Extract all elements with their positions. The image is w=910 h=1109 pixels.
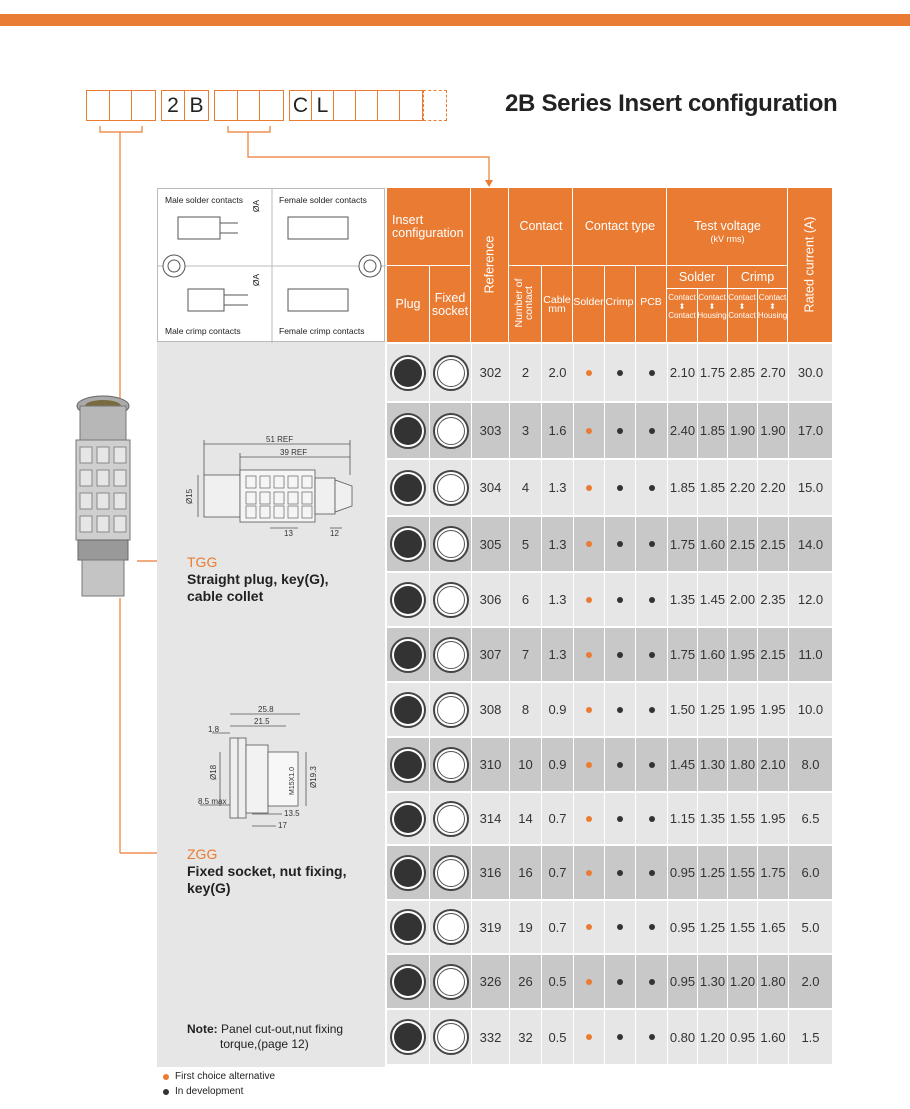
cell-cable: 1.3: [541, 517, 573, 571]
cell-v3: 1.55: [727, 846, 757, 899]
cell-v4: 1.75: [757, 846, 788, 899]
cell-v2: 1.25: [697, 683, 727, 736]
solder-dot-icon: [573, 517, 604, 571]
tgg-dim-51: 51 REF: [266, 435, 294, 444]
zgg-dim-d18: Ø18: [209, 764, 218, 780]
pcb-dot-icon: [635, 628, 667, 681]
cell-v3: 1.95: [727, 628, 757, 681]
cell-n: 10: [509, 738, 541, 791]
cell-v4: 1.80: [757, 955, 788, 1008]
note-text-1: Panel cut-out,nut fixing: [221, 1022, 344, 1036]
solder-dot-icon: [573, 683, 604, 736]
zgg-dim-thread: M15X1.0: [289, 766, 296, 795]
table-row: [387, 901, 832, 953]
socket-face-icon: [429, 628, 471, 681]
crimp-dot-icon: [604, 738, 635, 791]
cell-current: 17.0: [788, 403, 832, 458]
pcb-dot-icon: [635, 573, 667, 626]
cell-v2: 1.60: [697, 517, 727, 571]
cell-n: 26: [509, 955, 541, 1008]
cell-current: 6.0: [788, 846, 832, 899]
cell-n: 3: [509, 403, 541, 458]
table-row: [387, 628, 832, 681]
plug-face-icon: [387, 573, 429, 626]
socket-face-icon: [429, 955, 471, 1008]
part-number-box-4: C L: [289, 90, 423, 121]
cell-v1: 1.45: [667, 738, 697, 791]
tgg-desc-2: cable collet: [187, 588, 264, 604]
pcb-dot-icon: [635, 1010, 667, 1064]
pcb-dot-icon: [635, 901, 667, 953]
socket-face-icon: [429, 846, 471, 899]
zgg-code: ZGG: [187, 846, 218, 862]
crimp-dot-icon: [604, 793, 635, 844]
socket-face-icon: [429, 517, 471, 571]
pcb-dot-icon: [635, 517, 667, 571]
cell-v1: 0.95: [667, 901, 697, 953]
crimp-dot-icon: [604, 901, 635, 953]
header-test-voltage: Test voltage (kV rms) Solder Crimp Contact ⬍ Contact Contact ⬍ Housing Contact ⬍ Contact Contact ⬍ Housing: [667, 188, 788, 342]
plug-face-icon: [387, 1010, 429, 1064]
cell-current: 6.5: [788, 793, 832, 844]
solder-dot-icon: [573, 955, 604, 1008]
header-insert-config: Insert configuration Plug Fixed socket: [387, 188, 471, 342]
socket-face-icon: [429, 344, 471, 401]
table-row: [387, 1010, 832, 1064]
cell-n: 19: [509, 901, 541, 953]
plug-face-icon: [387, 846, 429, 899]
cell-v1: 1.50: [667, 683, 697, 736]
plug-face-icon: [387, 793, 429, 844]
cell-n: 14: [509, 793, 541, 844]
crimp-dot-icon: [604, 628, 635, 681]
cell-n: 2: [509, 344, 541, 401]
cell-v2: 1.60: [697, 628, 727, 681]
plug-face-icon: [387, 344, 429, 401]
table-row: [387, 683, 832, 736]
header-solder: Solder: [573, 296, 604, 308]
solder-dot-icon: [573, 846, 604, 899]
cell-ref: 302: [471, 344, 509, 401]
solder-dot-icon: [573, 793, 604, 844]
crimp-dot-icon: [604, 344, 635, 401]
cell-v2: 1.35: [697, 793, 727, 844]
header-reference: Reference: [471, 188, 509, 342]
table-row: [387, 573, 832, 626]
socket-face-icon: [429, 403, 471, 458]
cell-v1: 1.15: [667, 793, 697, 844]
cell-v3: 2.85: [727, 344, 757, 401]
cell-current: 11.0: [788, 628, 832, 681]
note-label: Note:: [187, 1022, 218, 1036]
cell-v2: 1.85: [697, 403, 727, 458]
crimp-dot-icon: [604, 573, 635, 626]
crimp-dot-icon: [604, 846, 635, 899]
cell-cable: 1.6: [541, 403, 573, 458]
cell-v4: 2.10: [757, 738, 788, 791]
socket-face-icon: [429, 573, 471, 626]
cell-cable: 2.0: [541, 344, 573, 401]
cell-v1: 0.80: [667, 1010, 697, 1064]
cell-current: 5.0: [788, 901, 832, 953]
cell-current: 1.5: [788, 1010, 832, 1064]
plug-face-icon: [387, 460, 429, 515]
cell-ref: 304: [471, 460, 509, 515]
cell-v2: 1.30: [697, 955, 727, 1008]
cell-ref: 303: [471, 403, 509, 458]
cell-ref: 305: [471, 517, 509, 571]
crimp-dot-icon: [604, 517, 635, 571]
zgg-desc-2: key(G): [187, 880, 231, 896]
cell-v3: 1.95: [727, 683, 757, 736]
cell-v2: 1.75: [697, 344, 727, 401]
cell-current: 12.0: [788, 573, 832, 626]
plug-face-icon: [387, 955, 429, 1008]
header-contact-type: Contact type Solder Crimp PCB: [573, 188, 667, 342]
cell-ref: 308: [471, 683, 509, 736]
cell-v4: 1.60: [757, 1010, 788, 1064]
plug-face-icon: [387, 403, 429, 458]
cell-cable: 0.9: [541, 738, 573, 791]
cell-n: 6: [509, 573, 541, 626]
table-row: [387, 793, 832, 844]
solder-dot-icon: [573, 628, 604, 681]
table-row: [387, 738, 832, 791]
cell-v3: 1.20: [727, 955, 757, 1008]
pcb-dot-icon: [635, 738, 667, 791]
zgg-dim-17: 17: [278, 821, 287, 830]
cell-cable: 0.5: [541, 1010, 573, 1064]
socket-face-icon: [429, 738, 471, 791]
cell-v1: 1.75: [667, 517, 697, 571]
solder-dot-icon: [573, 403, 604, 458]
legend-female-solder: Female solder contacts: [279, 195, 367, 205]
table-row: [387, 344, 832, 401]
table-row: [387, 955, 832, 1008]
cell-current: 8.0: [788, 738, 832, 791]
plug-face-icon: [387, 628, 429, 681]
cell-v4: 2.20: [757, 460, 788, 515]
header-cable: Cable mm: [543, 294, 571, 315]
cell-ref: 307: [471, 628, 509, 681]
header-rated-current: Rated current (A): [788, 188, 832, 342]
plug-face-icon: [387, 901, 429, 953]
legend-dim-a-1: ØA: [251, 199, 262, 213]
cell-v3: 2.15: [727, 517, 757, 571]
crimp-dot-icon: [604, 955, 635, 1008]
cell-current: 10.0: [788, 683, 832, 736]
zgg-dim-25-8: 25.8: [258, 705, 274, 714]
table-row: [387, 403, 832, 458]
cell-v2: 1.45: [697, 573, 727, 626]
cell-v2: 1.25: [697, 901, 727, 953]
socket-face-icon: [429, 460, 471, 515]
socket-face-icon: [429, 1010, 471, 1064]
cell-current: 2.0: [788, 955, 832, 1008]
cell-current: 14.0: [788, 517, 832, 571]
cell-cable: 1.3: [541, 573, 573, 626]
cell-cable: 0.7: [541, 793, 573, 844]
socket-face-icon: [429, 901, 471, 953]
zgg-dim-8-5: 8.5 max: [198, 797, 227, 806]
cell-n: 8: [509, 683, 541, 736]
zgg-dim-21-5: 21.5: [254, 717, 270, 726]
cell-v2: 1.85: [697, 460, 727, 515]
cell-v4: 2.35: [757, 573, 788, 626]
plug-face-icon: [387, 683, 429, 736]
plug-face-icon: [387, 738, 429, 791]
contact-legend: [157, 188, 385, 342]
cell-v4: 1.95: [757, 683, 788, 736]
cell-n: 16: [509, 846, 541, 899]
tgg-dim-13: 13: [284, 529, 293, 538]
cell-v4: 1.90: [757, 403, 788, 458]
table-row: [387, 517, 832, 571]
footer-in-development: In development: [163, 1086, 243, 1097]
cell-v3: 0.95: [727, 1010, 757, 1064]
header-tv-solder: Solder: [678, 270, 716, 284]
cell-v2: 1.25: [697, 846, 727, 899]
cell-v4: 1.95: [757, 793, 788, 844]
cell-v3: 2.00: [727, 573, 757, 626]
tgg-code: TGG: [187, 554, 218, 570]
cell-v4: 2.70: [757, 344, 788, 401]
cell-cable: 1.3: [541, 628, 573, 681]
tgg-dim-d15: Ø15: [185, 488, 194, 504]
cell-v3: 1.55: [727, 793, 757, 844]
cell-ref: 316: [471, 846, 509, 899]
zgg-dimension-drawing: [190, 700, 360, 835]
cell-n: 7: [509, 628, 541, 681]
cell-cable: 0.9: [541, 683, 573, 736]
cell-v3: 1.80: [727, 738, 757, 791]
cell-v3: 2.20: [727, 460, 757, 515]
zgg-dim-13-5: 13.5: [284, 809, 300, 818]
pcb-dot-icon: [635, 403, 667, 458]
cell-ref: 306: [471, 573, 509, 626]
panel-note: [187, 1022, 343, 1052]
header-pcb: PCB: [640, 296, 662, 308]
solder-dot-icon: [573, 738, 604, 791]
pcb-dot-icon: [635, 683, 667, 736]
tgg-dim-39: 39 REF: [280, 448, 308, 457]
cell-cable: 0.7: [541, 846, 573, 899]
legend-female-crimp: Female crimp contacts: [279, 326, 365, 336]
cell-v1: 1.85: [667, 460, 697, 515]
pcb-dot-icon: [635, 344, 667, 401]
cell-ref: 314: [471, 793, 509, 844]
cell-v4: 2.15: [757, 628, 788, 681]
header-tv-crimp: Crimp: [740, 270, 775, 284]
cell-v3: 1.90: [727, 403, 757, 458]
cell-v1: 1.75: [667, 628, 697, 681]
header-number-of-contact: Number of contact: [513, 278, 535, 328]
cell-v1: 0.95: [667, 955, 697, 1008]
crimp-dot-icon: [604, 403, 635, 458]
header-contact: Contact Number of contact Cable mm: [509, 188, 573, 342]
cell-v2: 1.20: [697, 1010, 727, 1064]
legend-dim-a-2: ØA: [251, 273, 262, 287]
cell-v1: 2.40: [667, 403, 697, 458]
cell-ref: 332: [471, 1010, 509, 1064]
pcb-dot-icon: [635, 460, 667, 515]
solder-dot-icon: [573, 344, 604, 401]
pcb-dot-icon: [635, 793, 667, 844]
solder-dot-icon: [573, 1010, 604, 1064]
cell-v3: 1.55: [727, 901, 757, 953]
pcb-dot-icon: [635, 846, 667, 899]
cell-cable: 1.3: [541, 460, 573, 515]
crimp-dot-icon: [604, 1010, 635, 1064]
cell-n: 32: [509, 1010, 541, 1064]
part-number-box-2: 2 B: [161, 90, 209, 121]
note-text-2: torque,(page 12): [220, 1037, 309, 1051]
orange-dot-icon: [163, 1074, 169, 1080]
zgg-desc-1: Fixed socket, nut fixing,: [187, 863, 347, 879]
table-row: [387, 846, 832, 899]
zgg-dim-d19-3: Ø19.3: [309, 766, 318, 788]
connector-photo-icon: [70, 392, 136, 602]
header-fixed-socket: Fixed socket: [431, 291, 469, 318]
solder-dot-icon: [573, 901, 604, 953]
cell-current: 30.0: [788, 344, 832, 401]
cell-v1: 0.95: [667, 846, 697, 899]
socket-face-icon: [429, 793, 471, 844]
crimp-dot-icon: [604, 460, 635, 515]
cell-n: 5: [509, 517, 541, 571]
crimp-dot-icon: [604, 683, 635, 736]
cell-v1: 2.10: [667, 344, 697, 401]
cell-cable: 0.7: [541, 901, 573, 953]
cell-cable: 0.5: [541, 955, 573, 1008]
cell-ref: 310: [471, 738, 509, 791]
tgg-dim-12: 12: [330, 529, 339, 538]
table-row: [387, 460, 832, 515]
cell-v2: 1.30: [697, 738, 727, 791]
socket-face-icon: [429, 683, 471, 736]
cell-v1: 1.35: [667, 573, 697, 626]
header-plug: Plug: [395, 297, 421, 311]
solder-dot-icon: [573, 573, 604, 626]
cell-current: 15.0: [788, 460, 832, 515]
header-crimp: Crimp: [605, 296, 634, 308]
page-title: 2B Series Insert configuration: [505, 90, 838, 117]
pcb-dot-icon: [635, 955, 667, 1008]
tgg-dimension-drawing: [180, 430, 370, 540]
cell-ref: 326: [471, 955, 509, 1008]
legend-male-crimp: Male crimp contacts: [165, 326, 241, 336]
plug-face-icon: [387, 517, 429, 571]
tgg-desc-1: Straight plug, key(G),: [187, 571, 329, 587]
dark-dot-icon: [163, 1089, 169, 1095]
solder-dot-icon: [573, 460, 604, 515]
zgg-dim-1-8: 1.8: [208, 725, 220, 734]
cell-n: 4: [509, 460, 541, 515]
footer-first-choice: First choice alternative: [163, 1071, 275, 1082]
cell-v4: 2.15: [757, 517, 788, 571]
cell-v4: 1.65: [757, 901, 788, 953]
legend-male-solder: Male solder contacts: [165, 195, 243, 205]
cell-ref: 319: [471, 901, 509, 953]
